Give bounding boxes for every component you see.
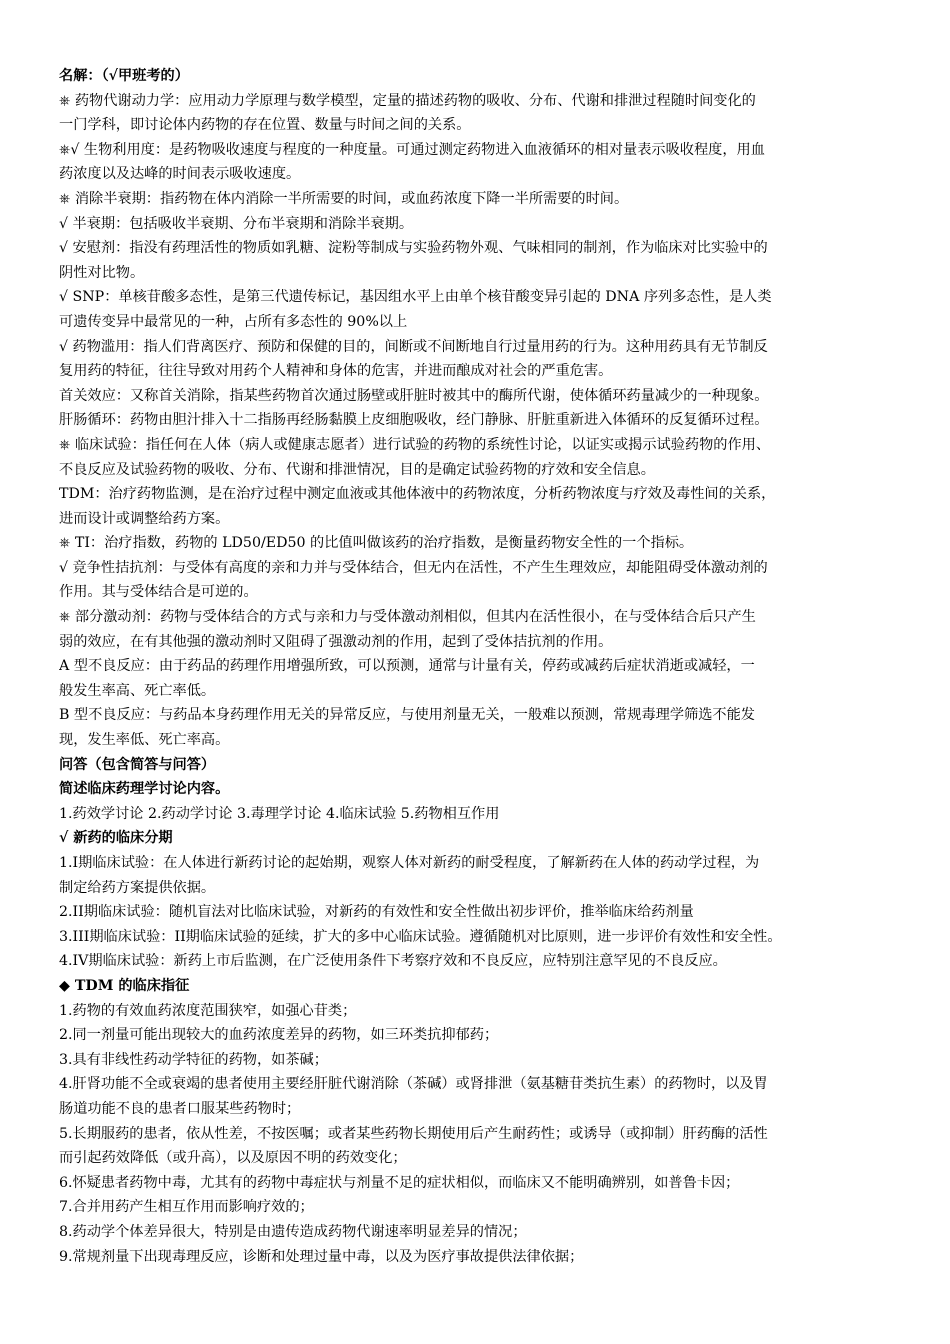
text-line: ⎈ 消除半衰期：指药物在体内消除一半所需要的时间，或血药浓度下降一半所需要的时间。 — [59, 190, 629, 207]
text-line: 制定给药方案提供依据。 — [59, 879, 216, 896]
section-heading: ◆ TDM 的临床指征 — [59, 977, 190, 994]
text-line: 1.药效学讨论 2.药动学讨论 3.毒理学讨论 4.临床试验 5.药物相互作用 — [59, 805, 500, 822]
text-line: 肠道功能不良的患者口服某些药物时； — [59, 1100, 301, 1117]
text-line: 1.药物的有效血药浓度范围狭窄，如强心苷类； — [59, 1002, 357, 1019]
text-line: 进而设计或调整给药方案。 — [59, 510, 230, 527]
text-line: 阴性对比物。 — [59, 264, 145, 281]
text-line: ⎈ TI：治疗指数，药物的 LD50/ED50 的比值叫做该药的治疗指数，是衡量药物安全性的一个指标。 — [59, 535, 694, 552]
text-line: 作用。其与受体结合是可逆的。 — [59, 584, 258, 601]
text-line: 可遗传变异中最常见的一种，占所有多态性的 90%以上 — [59, 313, 408, 330]
text-line: 3.III期临床试验：II期临床试验的延续，扩大的多中心临床试验。遵循随机对比原则，进一步评价有效性和安全性。 — [59, 928, 782, 945]
text-line: A 型不良反应：由于药品的药理作用增强所致，可以预测，通常与计量有关，停药或减药后症状消逝或减轻，一 — [59, 658, 755, 675]
text-line: √ 半衰期：包括吸收半衰期、分布半衰期和消除半衰期。 — [59, 215, 414, 232]
text-line: 1.I期临床试验：在人体进行新药讨论的起始期，观察人体对新药的耐受程度，了解新药在人体的药动学过程，为 — [59, 855, 760, 871]
text-line: 4.肝肾功能不全或衰竭的患者使用主要经肝脏代谢消除（茶碱）或肾排泄（氨基糖苷类抗生素）的药物时，以及胃 — [59, 1076, 768, 1093]
text-line: ⎈ 临床试验：指任何在人体（病人或健康志愿者）进行试验的药物的系统性讨论，以证实或揭示试验药物的作用、 — [59, 436, 771, 453]
text-line: 弱的效应，在有其他强的激动剂时又阻碍了强激动剂的作用，起到了受体拮抗剂的作用。 — [59, 633, 613, 650]
section-heading: 名解：（√甲班考的） — [59, 68, 189, 84]
text-line: ⎈ 药物代谢动力学：应用动力学原理与数学模型，定量的描述药物的吸收、分布、代谢和排泄过程随时间变化的 — [59, 92, 756, 109]
text-line: 2.II期临床试验：随机盲法对比临床试验，对新药的有效性和安全性做出初步评价，推举临床给药剂量 — [59, 904, 694, 921]
section-heading: 问答（包含简答与问答） — [59, 756, 216, 773]
text-line: B 型不良反应：与药品本身药理作用无关的异常反应，与使用剂量无关，一般难以预测，常规毒理学筛选不能发 — [59, 707, 755, 724]
text-line: √ 药物滥用：指人们背离医疗、预防和保健的目的，间断或不间断地自行过量用药的行为。这种用药具有无节制反 — [59, 338, 768, 355]
text-line: 7.合并用药产生相互作用而影响疗效的； — [59, 1199, 314, 1216]
text-line: 9.常规剂量下出现毒理反应，诊断和处理过量中毒，以及为医疗事故提供法律依据； — [59, 1248, 584, 1265]
text-line: 8.药动学个体差异很大，特别是由遗传造成药物代谢速率明显差异的情况； — [59, 1223, 527, 1240]
section-heading: 简述临床药理学讨论内容。 — [59, 781, 230, 798]
text-line: 现，发生率低、死亡率高。 — [59, 732, 230, 749]
text-line: 6.怀疑患者药物中毒，尤其有的药物中毒症状与剂量不足的症状相似，而临床又不能明确辨别，如普鲁卡因； — [59, 1174, 740, 1191]
text-line: 而引起药效降低（或升高），以及原因不明的药效变化； — [59, 1150, 407, 1167]
text-line: 2.同一剂量可能出现较大的血药浓度差异的药物，如三环类抗抑郁药； — [59, 1027, 499, 1044]
text-line: ⎈ 部分激动剂：药物与受体结合的方式与亲和力与受体激动剂相似，但其内在活性很小，在与受体结合后只产生 — [59, 609, 756, 626]
text-line: TDM：治疗药物监测，是在治疗过程中测定血液或其他体液中的药物浓度，分析药物浓度与疗效及毒性间的关系， — [59, 486, 776, 503]
text-line: √ SNP：单核苷酸多态性，是第三代遗传标记，基因组水平上由单个核苷酸变异引起的 DNA 序列多态性，是人类 — [59, 289, 772, 306]
text-line: 不良反应及试验药物的吸收、分布、代谢和排泄情况，目的是确定试验药物的疗效和安全信息。 — [59, 461, 655, 478]
text-line: 3.具有非线性药动学特征的药物，如茶碱； — [59, 1051, 328, 1068]
text-line: 药浓度以及达峰的时间表示吸收速度。 — [59, 166, 301, 183]
document-page — [59, 64, 893, 1269]
text-line: 4.IV期临床试验：新药上市后监测，在广泛使用条件下考察疗效和不良反应，应特别注意罕见的不良反应。 — [59, 953, 727, 970]
text-line: √ 安慰剂：指没有药理活性的物质如乳糖、淀粉等制成与实验药物外观、气味相同的制剂，作为临床对比实验中的 — [59, 240, 768, 257]
text-line: ⎈√ 生物利用度：是药物吸收速度与程度的一种度量。可通过测定药物进入血液循环的相对量表示吸收程度，用血 — [59, 141, 765, 158]
text-line: 一门学科，即讨论体内药物的存在位置、数量与时间之间的关系。 — [59, 117, 471, 134]
text-line: 5.长期服药的患者，依从性差，不按医嘱；或者某些药物长期使用后产生耐药性；或诱导（或抑制）肝药酶的活性 — [59, 1125, 768, 1142]
text-line: √ 竞争性拮抗剂：与受体有高度的亲和力并与受体结合，但无内在活性，不产生生理效应，却能阻碍受体激动剂的 — [59, 559, 768, 576]
text-line: 般发生率高、死亡率低。 — [59, 682, 216, 699]
text-line: 肝肠循环：药物由胆汁排入十二指肠再经肠黏膜上皮细胞吸收，经门静脉、肝脏重新进入体循环的反复循环过程。 — [59, 412, 769, 429]
text-line: 复用药的特征，往往导致对用药个人精神和身体的危害，并进而酿成对社会的严重危害。 — [59, 363, 613, 380]
text-line: 首关效应：又称首关消除，指某些药物首次通过肠壁或肝脏时被其中的酶所代谢，使体循环药量减少的一种现象。 — [59, 387, 769, 404]
section-heading: √ 新药的临床分期 — [59, 830, 173, 847]
